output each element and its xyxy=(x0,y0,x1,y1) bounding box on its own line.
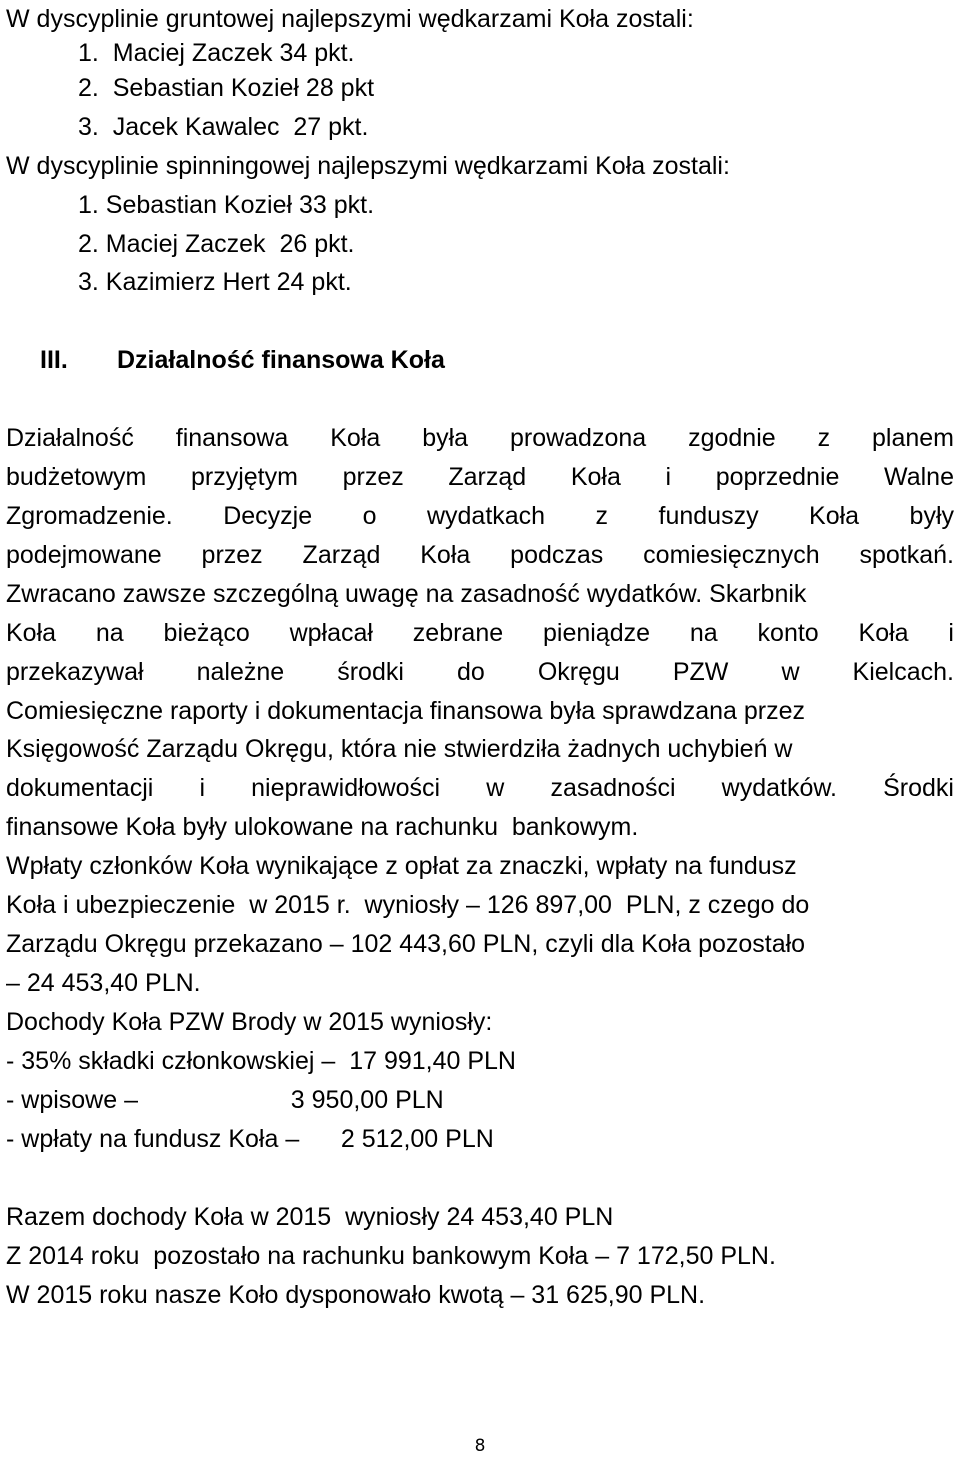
body-line-8: Comiesięczne raporty i dokumentacja finansowa była sprawdzana przez xyxy=(6,697,806,725)
body-line-5: Zwracano zawsze szczególną uwagę na zasadność wydatków. Skarbnik xyxy=(6,580,807,608)
body-line-2: budżetowym przyjętym przez Zarząd Koła i poprzednie Walne xyxy=(6,463,954,491)
spinning-item-3: 3. Kazimierz Hert 24 pkt. xyxy=(78,268,352,296)
income-intro: Dochody Koła PZW Brody w 2015 wyniosły: xyxy=(6,1008,493,1036)
income-item-fund: - wpłaty na fundusz Koła – 2 512,00 PLN xyxy=(6,1125,494,1153)
body-line-14: Zarządu Okręgu przekazano – 102 443,60 PLN, czyli dla Koła pozostało xyxy=(6,930,806,958)
summary-carryover: Z 2014 roku pozostało na rachunku bankowym Koła – 7 172,50 PLN. xyxy=(6,1242,776,1270)
body-line-12: Wpłaty członków Koła wynikające z opłat za znaczki, wpłaty na fundusz xyxy=(6,852,797,880)
grunt-item-3: 3. Jacek Kawalec 27 pkt. xyxy=(78,113,369,141)
body-line-11: finansowe Koła były ulokowane na rachunku bankowym. xyxy=(6,813,639,841)
body-line-7: przekazywał należne środki do Okręgu PZW w Kielcach. xyxy=(6,658,954,686)
summary-total-income: Razem dochody Koła w 2015 wyniosły 24 453,40 PLN xyxy=(6,1203,614,1231)
body-line-10: dokumentacji i nieprawidłowości w zasadności wydatków. Środki xyxy=(6,774,954,802)
page-number: 8 xyxy=(474,1436,486,1456)
body-line-9: Księgowość Zarządu Okręgu, która nie stwierdziła żadnych uchybień w xyxy=(6,735,793,763)
spinning-item-1: 1. Sebastian Kozieł 33 pkt. xyxy=(78,191,375,219)
income-item-entry-fee: - wpisowe – 3 950,00 PLN xyxy=(6,1086,444,1114)
grunt-intro: W dyscyplinie gruntowej najlepszymi wędkarzami Koła zostali: xyxy=(6,5,694,33)
section-title: Działalność finansowa Koła xyxy=(117,346,445,374)
section-number: III. xyxy=(40,346,68,374)
spinning-intro: W dyscyplinie spinningowej najlepszymi wędkarzami Koła zostali: xyxy=(6,152,730,180)
body-line-6: Koła na bieżąco wpłacał zebrane pieniądze na konto Koła i xyxy=(6,619,954,647)
spinning-item-2: 2. Maciej Zaczek 26 pkt. xyxy=(78,230,355,258)
grunt-item-2: 2. Sebastian Kozieł 28 pkt xyxy=(78,74,375,102)
body-line-4: podejmowane przez Zarząd Koła podczas comiesięcznych spotkań. xyxy=(6,541,954,569)
body-line-15: – 24 453,40 PLN. xyxy=(6,969,201,997)
body-line-13: Koła i ubezpieczenie w 2015 r. wyniosły – 126 897,00 PLN, z czego do xyxy=(6,891,810,919)
grunt-item-1: 1. Maciej Zaczek 34 pkt. xyxy=(78,39,355,67)
income-item-dues: - 35% składki członkowskiej – 17 991,40 PLN xyxy=(6,1047,516,1075)
body-line-1: Działalność finansowa Koła była prowadzona zgodnie z planem xyxy=(6,424,954,452)
summary-available: W 2015 roku nasze Koło dysponowało kwotą – 31 625,90 PLN. xyxy=(6,1281,706,1309)
body-line-3: Zgromadzenie. Decyzje o wydatkach z funduszy Koła były xyxy=(6,502,954,530)
